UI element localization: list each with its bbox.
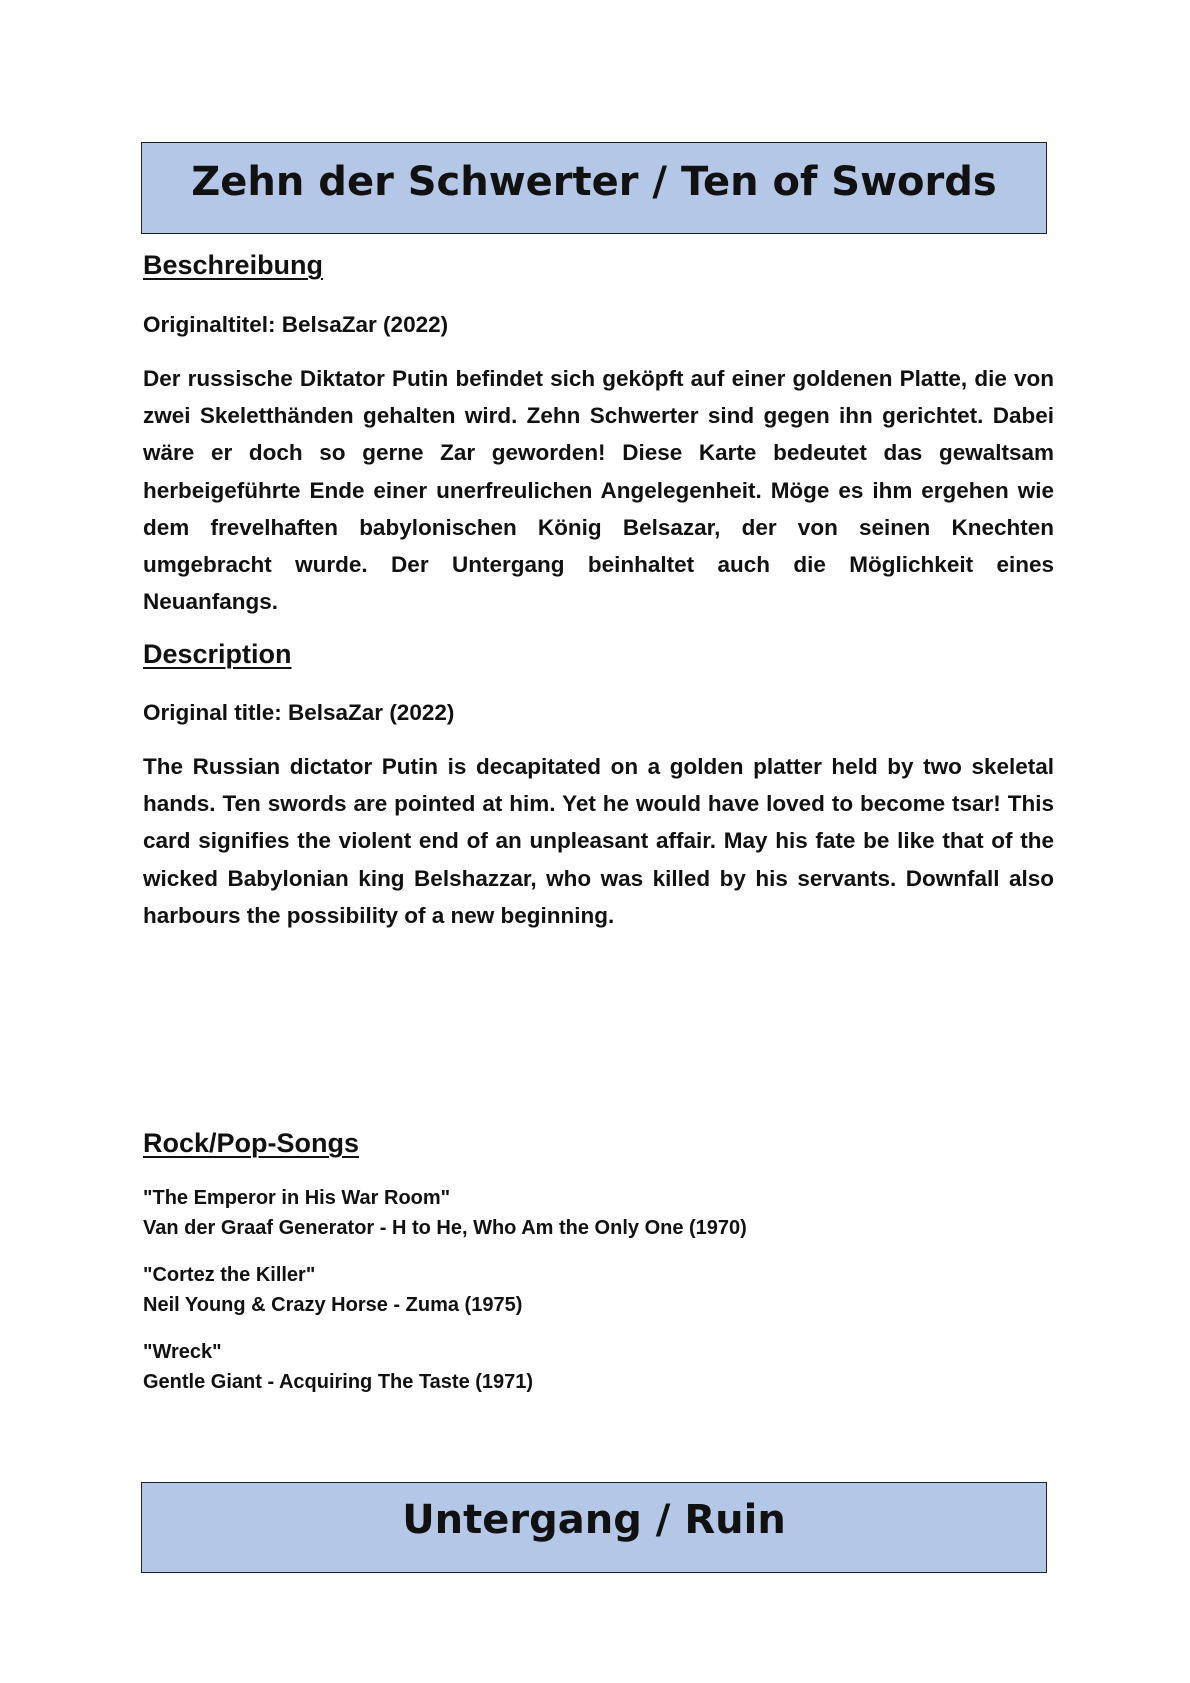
english-description: The Russian dictator Putin is decapitated on a golden platter held by two skeletal hands. Ten swords are pointed at him. Yet he would have loved to become tsar! This card signifies the violent end of an unpleasant affair. May his fate be like that of the wicked Babylonian king Belshazzar, who was killed by his servants. Downfall also harbours the possibility of a new beginning. bbox=[143, 754, 1054, 928]
song-title: "Cortez the Killer" bbox=[143, 1264, 316, 1286]
song-artist: Neil Young & Crazy Horse - Zuma (1975) bbox=[143, 1293, 523, 1316]
song-title: "The Emperor in His War Room" bbox=[143, 1187, 451, 1209]
card-title: Zehn der Schwerter / Ten of Swords bbox=[141, 142, 1047, 234]
german-heading: Beschreibung bbox=[143, 250, 324, 280]
german-description: Der russische Diktator Putin befindet sich geköpft auf einer goldenen Platte, die von zwei Skeletthänden gehalten wird. Zehn Schwerter sind gegen ihn gerichtet. Dabei wäre er doch so gerne Zar geworden! Diese Karte bedeutet das gewaltsam herbeigeführte Ende einer unerfreulichen Angelegenheit. Möge es ihm ergehen wie dem frevelhaften babylonischen König Belsazar, der von seinen Knechten umgebracht wurde. Der Untergang beinhaltet auch die Möglichkeit eines Neuanfangs. bbox=[143, 366, 1054, 615]
english-heading: Description bbox=[143, 639, 292, 669]
german-original-title: Originaltitel: BelsaZar (2022) bbox=[143, 312, 449, 337]
song-artist: Gentle Giant - Acquiring The Taste (1971) bbox=[143, 1370, 534, 1393]
songs-heading: Rock/Pop-Songs bbox=[143, 1128, 360, 1158]
song-item bbox=[143, 1338, 533, 1397]
song-item bbox=[143, 1261, 522, 1320]
song-item bbox=[143, 1184, 747, 1243]
song-title: "Wreck" bbox=[143, 1341, 222, 1363]
footer-title: Untergang / Ruin bbox=[141, 1482, 1047, 1573]
english-original-title: Original title: BelsaZar (2022) bbox=[143, 700, 455, 725]
song-artist: Van der Graaf Generator - H to He, Who Am the Only One (1970) bbox=[143, 1216, 747, 1239]
